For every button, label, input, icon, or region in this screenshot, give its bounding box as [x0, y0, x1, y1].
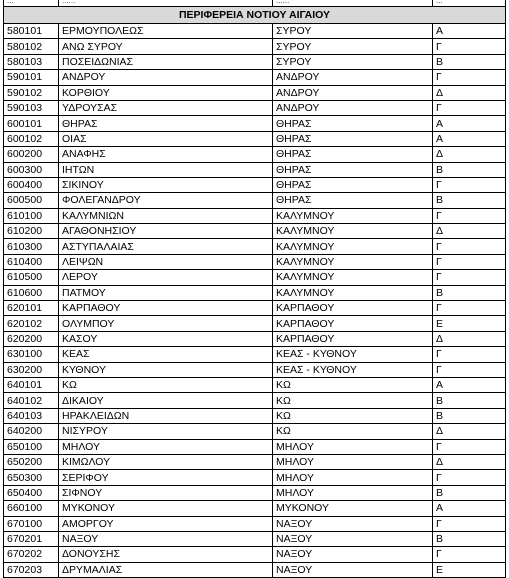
cell-code: 620101 — [4, 301, 59, 316]
cell-unit: ΚΩ — [273, 424, 433, 439]
cell-name: ΑΜΟΡΓΟΥ — [59, 516, 273, 531]
cell-unit: ΑΝΔΡΟΥ — [273, 85, 433, 100]
table-row — [4, 285, 506, 300]
cell-unit: ΚΑΡΠΑΘΟΥ — [273, 316, 433, 331]
cell-category: Γ — [433, 177, 506, 192]
cell-name: ΔΟΝΟΥΣΗΣ — [59, 547, 273, 562]
cell-name: ΔΙΚΑΙΟΥ — [59, 393, 273, 408]
cell-code: 610600 — [4, 285, 59, 300]
cell-name: ΚΩ — [59, 377, 273, 392]
cell-name: ΙΗΤΩΝ — [59, 162, 273, 177]
cell-category: Β — [433, 193, 506, 208]
table-row — [4, 454, 506, 469]
cell-category: Δ — [433, 85, 506, 100]
cell-unit: ΝΑΞΟΥ — [273, 516, 433, 531]
table-row — [4, 331, 506, 346]
cell-code: 620102 — [4, 316, 59, 331]
cell-name: ΘΗΡΑΣ — [59, 116, 273, 131]
cell-name: ΑΣΤΥΠΑΛΑΙΑΣ — [59, 239, 273, 254]
cell-code: 650200 — [4, 454, 59, 469]
table-row — [4, 193, 506, 208]
cell-name: ΚΙΜΩΛΟΥ — [59, 454, 273, 469]
cell-code: 640200 — [4, 424, 59, 439]
cell-unit: ΚΑΛΥΜΝΟΥ — [273, 254, 433, 269]
cell-name: ΚΕΑΣ — [59, 347, 273, 362]
cell-code: 670201 — [4, 531, 59, 546]
cell-name: ΜΥΚΟΝΟΥ — [59, 501, 273, 516]
table-row — [4, 70, 506, 85]
cell-name: ΠΑΤΜΟΥ — [59, 285, 273, 300]
cell-unit: ΜΗΛΟΥ — [273, 485, 433, 500]
cell-category: Β — [433, 162, 506, 177]
region-header-row — [4, 7, 506, 24]
cell-category: Γ — [433, 70, 506, 85]
cell-category: ... — [433, 0, 506, 7]
table-body — [4, 0, 506, 578]
cell-name: ΥΔΡΟΥΣΑΣ — [59, 100, 273, 115]
cell-code: 610200 — [4, 224, 59, 239]
cell-name: ΑΓΑΘΟΝΗΣΙΟΥ — [59, 224, 273, 239]
cell-unit: ΜΗΛΟΥ — [273, 439, 433, 454]
cell-unit: ΚΩ — [273, 377, 433, 392]
table-row — [4, 362, 506, 377]
table-row — [4, 393, 506, 408]
cell-unit: ΚΑΛΥΜΝΟΥ — [273, 224, 433, 239]
cell-category: Γ — [433, 362, 506, 377]
cell-category: Γ — [433, 100, 506, 115]
cell-name: ΚΑΡΠΑΘΟΥ — [59, 301, 273, 316]
cell-unit: ΚΑΛΥΜΝΟΥ — [273, 270, 433, 285]
cell-category: Ε — [433, 562, 506, 577]
table-row — [4, 547, 506, 562]
cell-category: Γ — [433, 208, 506, 223]
cell-unit: ΘΗΡΑΣ — [273, 162, 433, 177]
cell-unit: ΚΕΑΣ - ΚΥΘΝΟΥ — [273, 347, 433, 362]
cell-name: ΛΕΡΟΥ — [59, 270, 273, 285]
document-page — [3, 0, 505, 578]
cell-category: Α — [433, 501, 506, 516]
table-row — [4, 224, 506, 239]
table-row — [4, 54, 506, 69]
table-row — [4, 116, 506, 131]
cell-name: ΕΡΜΟΥΠΟΛΕΩΣ — [59, 24, 273, 39]
cell-unit: ΜΗΛΟΥ — [273, 470, 433, 485]
table-row — [4, 301, 506, 316]
cell-name: ΟΙΑΣ — [59, 131, 273, 146]
cell-unit: ΘΗΡΑΣ — [273, 147, 433, 162]
cell-code: 660100 — [4, 501, 59, 516]
cell-code: 610400 — [4, 254, 59, 269]
cell-unit: ΣΥΡΟΥ — [273, 24, 433, 39]
cell-name: ΚΑΣΟΥ — [59, 331, 273, 346]
cell-category: Α — [433, 377, 506, 392]
table-row — [4, 531, 506, 546]
cell-unit: ΜΗΛΟΥ — [273, 454, 433, 469]
cell-code: 650400 — [4, 485, 59, 500]
cell-unit: ΚΑΛΥΜΝΟΥ — [273, 208, 433, 223]
cell-unit: ΚΩ — [273, 408, 433, 423]
cell-category: Ε — [433, 316, 506, 331]
table-row — [4, 501, 506, 516]
cell-name: ΦΟΛΕΓΑΝΔΡΟΥ — [59, 193, 273, 208]
cell-name: ΝΑΞΟΥ — [59, 531, 273, 546]
cell-code: ... — [4, 0, 59, 7]
cell-name: ΚΑΛΥΜΝΙΩΝ — [59, 208, 273, 223]
table-row — [4, 131, 506, 146]
cell-code: 580102 — [4, 39, 59, 54]
cell-category: Β — [433, 393, 506, 408]
table-row — [4, 516, 506, 531]
cell-name: ΣΙΦΝΟΥ — [59, 485, 273, 500]
cell-category: Α — [433, 24, 506, 39]
cell-code: 600200 — [4, 147, 59, 162]
table-row — [4, 439, 506, 454]
table-row — [4, 470, 506, 485]
cell-unit: ΚΩ — [273, 393, 433, 408]
cell-code: 620200 — [4, 331, 59, 346]
cell-unit: ΝΑΞΟΥ — [273, 547, 433, 562]
cell-code: 610500 — [4, 270, 59, 285]
cell-unit: ...... — [273, 0, 433, 7]
cell-code: 640103 — [4, 408, 59, 423]
cell-category: Γ — [433, 270, 506, 285]
cell-unit: ΑΝΔΡΟΥ — [273, 100, 433, 115]
table-row — [4, 377, 506, 392]
cell-category: Α — [433, 131, 506, 146]
table-row — [4, 270, 506, 285]
cell-unit: ΚΕΑΣ - ΚΥΘΝΟΥ — [273, 362, 433, 377]
cell-code: 670100 — [4, 516, 59, 531]
cell-code: 610100 — [4, 208, 59, 223]
cell-name: ΚΥΘΝΟΥ — [59, 362, 273, 377]
cell-unit: ΘΗΡΑΣ — [273, 177, 433, 192]
cell-unit: ΘΗΡΑΣ — [273, 131, 433, 146]
cell-name: ΔΡΥΜΑΛΙΑΣ — [59, 562, 273, 577]
table-row — [4, 39, 506, 54]
cell-category: Γ — [433, 347, 506, 362]
cell-category: Δ — [433, 331, 506, 346]
cell-unit: ΝΑΞΟΥ — [273, 531, 433, 546]
cell-code: 590101 — [4, 70, 59, 85]
cell-category: Β — [433, 54, 506, 69]
cell-code: 590102 — [4, 85, 59, 100]
cell-code: 600400 — [4, 177, 59, 192]
municipalities-table — [3, 0, 506, 578]
cell-name: ΑΝΔΡΟΥ — [59, 70, 273, 85]
cell-unit: ΚΑΡΠΑΘΟΥ — [273, 331, 433, 346]
cell-category: Δ — [433, 454, 506, 469]
table-row — [4, 562, 506, 577]
cell-code: 640102 — [4, 393, 59, 408]
cell-category: Δ — [433, 147, 506, 162]
cell-unit: ΑΝΔΡΟΥ — [273, 70, 433, 85]
cell-category: Γ — [433, 470, 506, 485]
table-row — [4, 316, 506, 331]
cell-code: 590103 — [4, 100, 59, 115]
cell-category: Β — [433, 408, 506, 423]
table-row — [4, 485, 506, 500]
cell-code: 640101 — [4, 377, 59, 392]
cell-code: 580103 — [4, 54, 59, 69]
cell-category: Β — [433, 485, 506, 500]
cell-name: ΑΝΑΦΗΣ — [59, 147, 273, 162]
cell-code: 610300 — [4, 239, 59, 254]
cell-code: 600300 — [4, 162, 59, 177]
cell-category: Γ — [433, 301, 506, 316]
cell-code: 650300 — [4, 470, 59, 485]
cell-category: Γ — [433, 439, 506, 454]
cell-name: ΣΙΚΙΝΟΥ — [59, 177, 273, 192]
cell-category: Δ — [433, 424, 506, 439]
table-row — [4, 100, 506, 115]
cell-code: 630200 — [4, 362, 59, 377]
table-row — [4, 239, 506, 254]
cell-category: Β — [433, 531, 506, 546]
cell-category: Γ — [433, 39, 506, 54]
cell-unit: ΚΑΡΠΑΘΟΥ — [273, 301, 433, 316]
cell-category: Γ — [433, 239, 506, 254]
table-row — [4, 177, 506, 192]
table-row — [4, 408, 506, 423]
cell-unit: ΣΥΡΟΥ — [273, 54, 433, 69]
cell-code: 670202 — [4, 547, 59, 562]
cell-code: 600102 — [4, 131, 59, 146]
cell-name: ΟΛΥΜΠΟΥ — [59, 316, 273, 331]
cell-unit: ΘΗΡΑΣ — [273, 193, 433, 208]
cell-name: ΜΗΛΟΥ — [59, 439, 273, 454]
cell-name: ΑΝΩ ΣΥΡΟΥ — [59, 39, 273, 54]
cell-category: Β — [433, 285, 506, 300]
cell-name: ΣΕΡΙΦΟΥ — [59, 470, 273, 485]
cell-name: ΚΟΡΘΙΟΥ — [59, 85, 273, 100]
cell-name: ...... — [59, 0, 273, 7]
cell-category: Α — [433, 116, 506, 131]
table-row — [4, 85, 506, 100]
table-row — [4, 424, 506, 439]
cell-unit: ΚΑΛΥΜΝΟΥ — [273, 239, 433, 254]
cell-unit: ΝΑΞΟΥ — [273, 562, 433, 577]
region-title: ΠΕΡΙΦΕΡΕΙΑ ΝΟΤΙΟΥ ΑΙΓΑΙΟΥ — [4, 7, 506, 24]
cell-code: 600500 — [4, 193, 59, 208]
cell-unit: ΜΥΚΟΝΟΥ — [273, 501, 433, 516]
table-row — [4, 254, 506, 269]
table-row — [4, 147, 506, 162]
cell-name: ΠΟΣΕΙΔΩΝΙΑΣ — [59, 54, 273, 69]
cell-code: 600101 — [4, 116, 59, 131]
table-row — [4, 347, 506, 362]
cell-code: 650100 — [4, 439, 59, 454]
cell-code: 630100 — [4, 347, 59, 362]
table-row — [4, 24, 506, 39]
cell-category: Γ — [433, 516, 506, 531]
cell-unit: ΘΗΡΑΣ — [273, 116, 433, 131]
cell-name: ΛΕΙΨΩΝ — [59, 254, 273, 269]
cell-category: Γ — [433, 547, 506, 562]
table-row — [4, 162, 506, 177]
cell-category: Δ — [433, 224, 506, 239]
cell-code: 580101 — [4, 24, 59, 39]
cell-unit: ΚΑΛΥΜΝΟΥ — [273, 285, 433, 300]
cell-code: 670203 — [4, 562, 59, 577]
cell-category: Γ — [433, 254, 506, 269]
table-row — [4, 208, 506, 223]
cell-name: ΗΡΑΚΛΕΙΔΩΝ — [59, 408, 273, 423]
cell-unit: ΣΥΡΟΥ — [273, 39, 433, 54]
cell-name: ΝΙΣΥΡΟΥ — [59, 424, 273, 439]
